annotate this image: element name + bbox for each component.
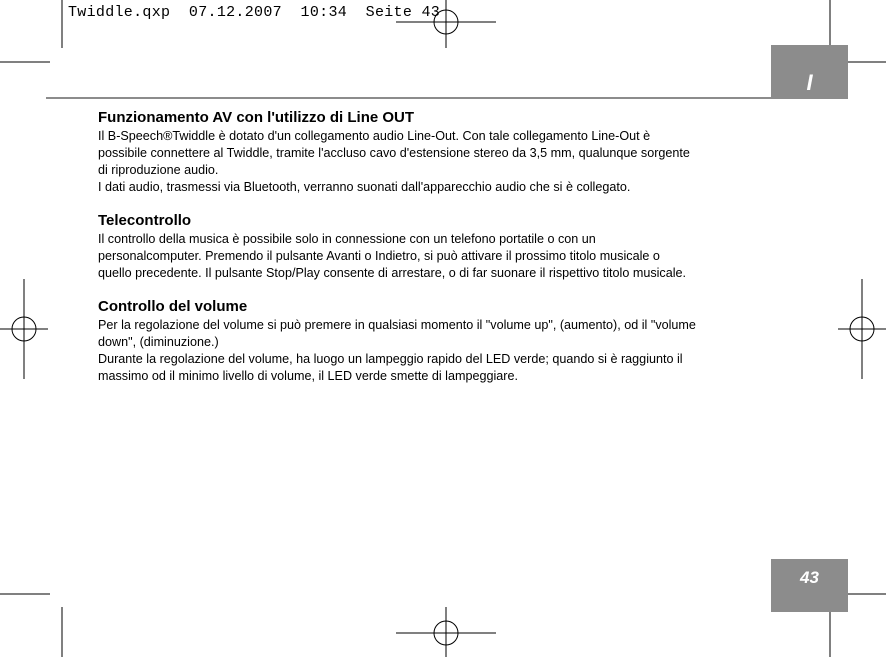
section-telecontrollo (98, 211, 798, 282)
paragraph-line: Il controllo della musica è possibile solo in connessione con un telefono portatile o con un (98, 232, 596, 246)
file-slug-header: Twiddle.qxp 07.12.2007 10:34 Seite 43 (68, 4, 441, 21)
section-title: Telecontrollo (98, 212, 192, 229)
paragraph-line: Il B-Speech®Twiddle è dotato d'un collegamento audio Line-Out. Con tale collegamento Line-Out è (98, 129, 651, 143)
paragraph-line: I dati audio, trasmessi via Bluetooth, verranno suonati dall'apparecchio audio che si è collegato. (98, 180, 631, 194)
section-title: Funzionamento AV con l'utilizzo di Line OUT (98, 109, 415, 126)
paragraph-line: down", (diminuzione.) (98, 335, 219, 349)
paragraph-line: di riproduzione audio. (98, 163, 219, 177)
section-line-out (98, 108, 798, 196)
paragraph-line: possibile connettere al Twiddle, tramite l'accluso cavo d'estensione stereo da 3,5 mm, qualunque sorgente (98, 146, 690, 160)
paragraph-line: Per la regolazione del volume si può premere in qualsiasi momento il "volume up", (aumento), od il "volume (98, 318, 696, 332)
page-content (98, 108, 798, 400)
header-rule (46, 97, 848, 99)
paragraph-line: Durante la regolazione del volume, ha luogo un lampeggio rapido del LED verde; quando si è raggiunto il (98, 352, 683, 366)
language-tab: I (771, 45, 848, 98)
paragraph-line: massimo od il minimo livello di volume, il LED verde smette di lampeggiare. (98, 369, 518, 383)
section-volume (98, 297, 798, 385)
section-title: Controllo del volume (98, 298, 248, 315)
paragraph-line: personalcomputer. Premendo il pulsante Avanti o Indietro, si può attivare il prossimo titolo musicale o (98, 249, 660, 263)
page-number-tab: 43 (771, 559, 848, 612)
paragraph-line: quello precedente. Il pulsante Stop/Play consente di arrestare, o di far suonare il rispettivo titolo musicale. (98, 266, 687, 280)
